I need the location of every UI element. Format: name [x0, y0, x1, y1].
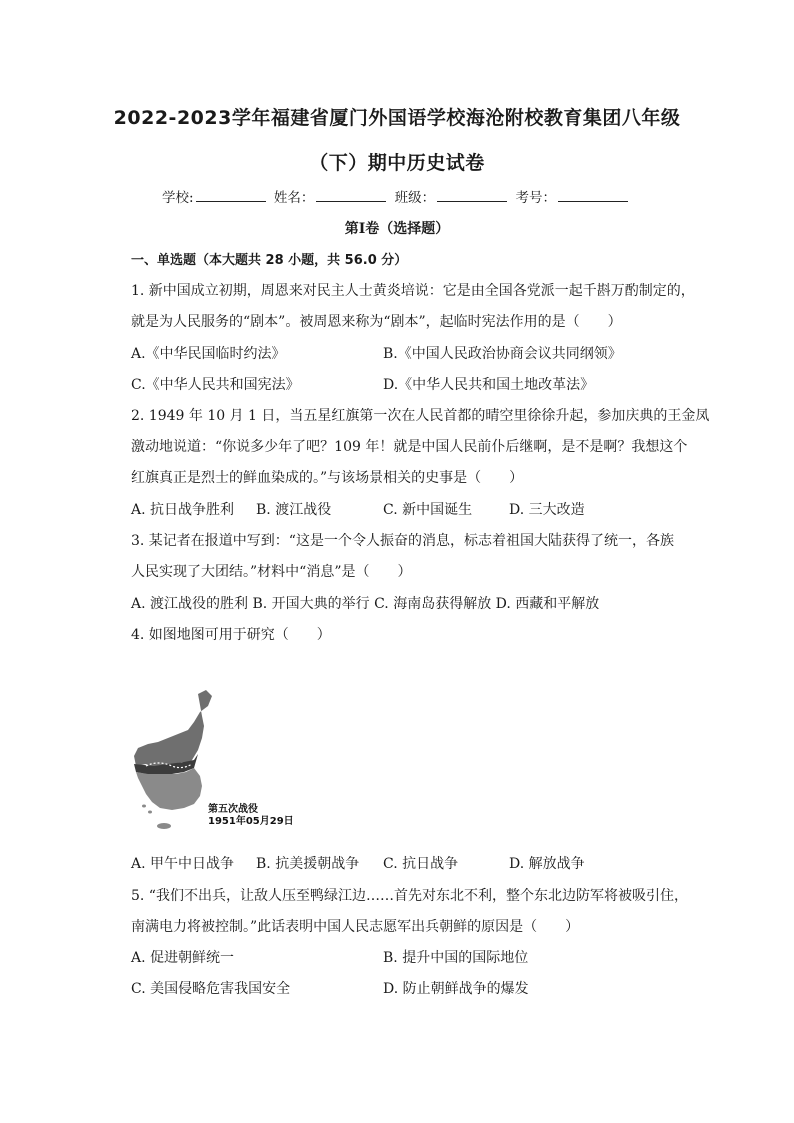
map-caption-date: 1951年05月29日 [208, 816, 294, 827]
q5-option-c[interactable]: C. 美国侵略危害我国安全 [131, 981, 291, 997]
exam-title-line1: 2022-2023学年福建省厦门外国语学校海沧附校教育集团八年级 [113, 107, 681, 129]
q5-option-b[interactable]: B. 提升中国的国际地位 [383, 950, 529, 966]
q4-option-b[interactable]: B. 抗美援朝战争 [256, 856, 360, 872]
q3-line2: 人民实现了大团结。”材料中“消息”是（ ） [131, 564, 412, 580]
q1-line1: 1. 新中国成立初期，周恩来对民主人士黄炎培说：它是由全国各党派一起千斟万酌制定的， [131, 283, 695, 299]
school-blank[interactable] [196, 189, 266, 202]
q2-option-d[interactable]: D. 三大改造 [509, 502, 585, 518]
q4-option-a[interactable]: A. 甲午中日战争 [131, 856, 235, 872]
q1-option-c[interactable]: C.《中华人民共和国宪法》 [131, 377, 300, 393]
q5-option-d[interactable]: D. 防止朝鲜战争的爆发 [383, 981, 529, 997]
q1-line2: 就是为人民服务的“剧本”。被周恩来称为“剧本”，起临时宪法作用的是（ ） [131, 314, 622, 330]
q4-option-c[interactable]: C. 抗日战争 [383, 856, 459, 872]
exam-no-label: 考号： [515, 190, 556, 206]
map-caption [208, 804, 294, 828]
exam-no-blank[interactable] [558, 189, 628, 202]
q2-line1: 2. 1949 年 10 月 1 日，当五星红旗第一次在人民首都的晴空里徐徐升起，参加庆典的王金凤 [131, 408, 710, 424]
school-label: 学校: [162, 190, 194, 206]
q4-option-d[interactable]: D. 解放战争 [509, 856, 585, 872]
class-blank[interactable] [437, 189, 507, 202]
exam-title-line2: （下）期中历史试卷 [309, 152, 485, 174]
volume-heading: 第Ⅰ卷（选择题） [344, 221, 450, 237]
q1-option-a[interactable]: A.《中华民国临时约法》 [131, 346, 286, 362]
class-label: 班级： [394, 190, 436, 206]
map-caption-title: 第五次战役 [208, 804, 258, 815]
q1-option-d[interactable]: D.《中华人民共和国土地改革法》 [383, 377, 595, 393]
name-label: 姓名： [273, 190, 315, 206]
q5-line2: 南满电力将被控制。”此话表明中国人民志愿军出兵朝鲜的原因是（ ） [131, 919, 580, 935]
q4-line1: 4. 如图地图可用于研究（ ） [131, 627, 331, 643]
q5-line1: 5. “我们不出兵，让敌人压至鸭绿江边……首先对东北不利，整个东北边防军将被吸引住， [131, 888, 688, 904]
student-info-row [0, 186, 794, 206]
q5-option-a[interactable]: A. 促进朝鲜统一 [131, 950, 235, 966]
q2-line3: 红旗真正是烈士的鲜血染成的。”与该场景相关的史事是（ ） [131, 470, 524, 486]
korea-war-map [128, 686, 296, 836]
section-heading: 一、单选题（本大题共 28 小题，共 56.0 分） [131, 253, 408, 268]
q2-option-c[interactable]: C. 新中国诞生 [383, 502, 473, 518]
name-blank[interactable] [316, 189, 386, 202]
q1-option-b[interactable]: B.《中国人民政治协商会议共同纲领》 [383, 346, 622, 362]
q2-line2: 激动地说道：“你说多少年了吧？109 年！就是中国人民前仆后继啊，是不是啊？我想这个 [131, 439, 688, 455]
q3-line1: 3. 某记者在报道中写到：“这是一个令人振奋的消息，标志着祖国大陆获得了统一，各族 [131, 533, 674, 549]
q2-option-a[interactable]: A. 抗日战争胜利 [131, 502, 235, 518]
q3-options[interactable]: A. 渡江战役的胜利 B. 开国大典的举行 C. 海南岛获得解放 D. 西藏和平解放 [131, 596, 600, 612]
q2-option-b[interactable]: B. 渡江战役 [256, 502, 332, 518]
